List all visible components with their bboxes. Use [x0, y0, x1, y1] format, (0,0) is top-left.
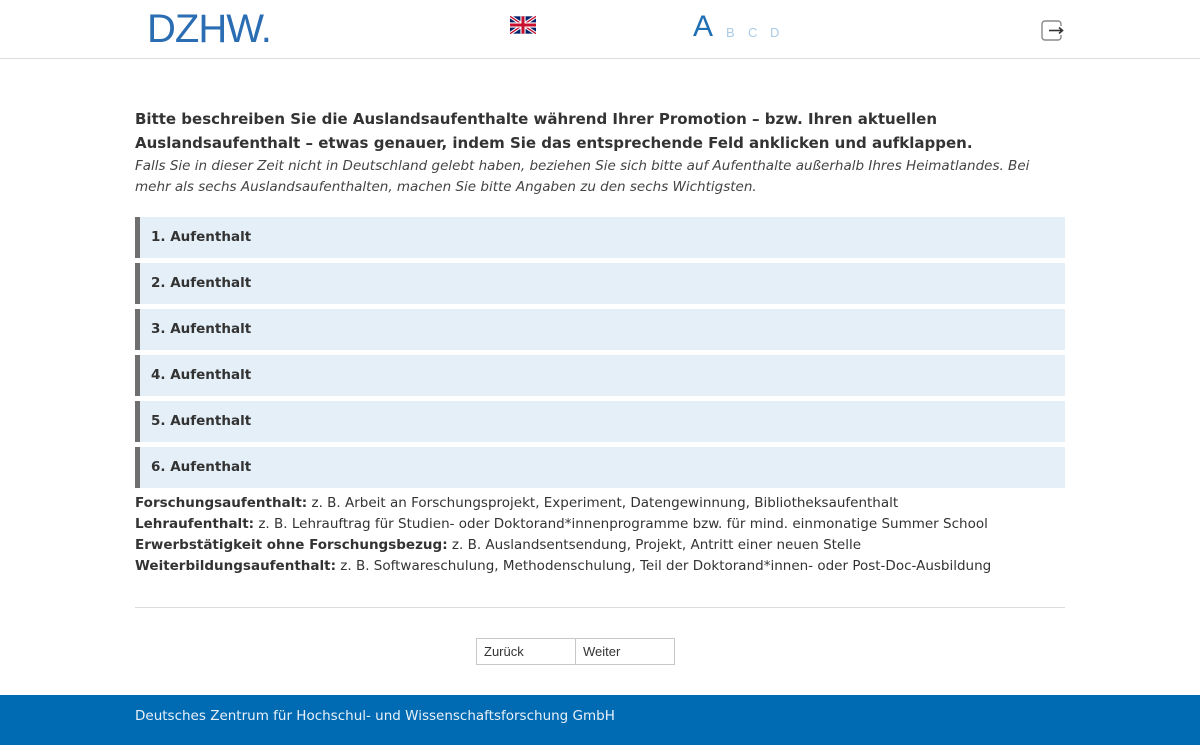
stays-accordion — [135, 217, 1065, 493]
definition-teaching — [135, 514, 1065, 535]
definition-term: Forschungsaufenthalt: — [135, 495, 308, 511]
accordion-item-3[interactable]: 3. Aufenthalt — [135, 309, 1065, 350]
uk-flag-icon[interactable] — [510, 15, 536, 35]
exit-icon[interactable] — [1041, 20, 1064, 41]
definition-employment — [135, 535, 1065, 556]
definition-term: Lehraufenthalt: — [135, 516, 255, 532]
font-size-c[interactable]: C — [748, 25, 758, 40]
question-hint: Falls Sie in dieser Zeit nicht in Deutschland gelebt haben, beziehen Sie sich bitte auf Aufenthalte außerhalb Ihres Heimatlandes. Bei mehr als sechs Auslandsaufenthalten, machen Sie bitte Angaben zu den sechs Wichtigsten. — [135, 158, 1030, 195]
accordion-item-4[interactable]: 4. Aufenthalt — [135, 355, 1065, 396]
font-size-d[interactable]: D — [770, 25, 780, 40]
next-button[interactable]: Weiter — [576, 638, 675, 665]
dzhw-logo[interactable] — [147, 9, 271, 49]
definition-text: z. B. Lehrauftrag für Studien- oder Doktorand*innenprogramme bzw. für mind. einmonatige Summer School — [254, 516, 988, 532]
accordion-item-1[interactable]: 1. Aufenthalt — [135, 217, 1065, 258]
accordion-item-2[interactable]: 2. Aufenthalt — [135, 263, 1065, 304]
definition-term: Weiterbildungsaufenthalt: — [135, 558, 336, 574]
definition-text: z. B. Softwareschulung, Methodenschulung, Teil der Doktorand*innen- oder Post-Doc-Ausbildung — [335, 558, 992, 574]
definition-term: Erwerbstätigkeit ohne Forschungsbezug: — [135, 537, 448, 553]
divider — [135, 607, 1065, 608]
header — [0, 0, 1200, 59]
footer — [0, 695, 1200, 745]
question-block — [135, 107, 1065, 198]
definition-text: z. B. Auslandsentsendung, Projekt, Antritt einer neuen Stelle — [447, 537, 862, 553]
definition-text: z. B. Arbeit an Forschungsprojekt, Experiment, Datengewinnung, Bibliotheksaufenthalt — [307, 495, 899, 511]
definition-training — [135, 556, 1065, 577]
font-size-b[interactable]: B — [726, 25, 735, 40]
font-size-a[interactable]: A — [693, 10, 714, 43]
definition-research — [135, 493, 1065, 514]
definitions-list — [135, 493, 1065, 577]
question-title: Bitte beschreiben Sie die Auslandsaufenthalte während Ihrer Promotion – bzw. Ihren aktuellen Auslandsaufenthalt – etwas genauer, indem Sie das entsprechende Feld anklicken und aufklappen. — [135, 110, 973, 152]
accordion-item-6[interactable]: 6. Aufenthalt — [135, 447, 1065, 488]
accordion-item-5[interactable]: 5. Aufenthalt — [135, 401, 1065, 442]
logo-dot: . — [260, 7, 271, 51]
page-navigation — [476, 638, 675, 665]
back-button[interactable]: Zurück — [476, 638, 576, 665]
logo-text: DZHW — [147, 7, 261, 51]
footer-text: Deutsches Zentrum für Hochschul- und Wissenschaftsforschung GmbH — [135, 708, 615, 724]
